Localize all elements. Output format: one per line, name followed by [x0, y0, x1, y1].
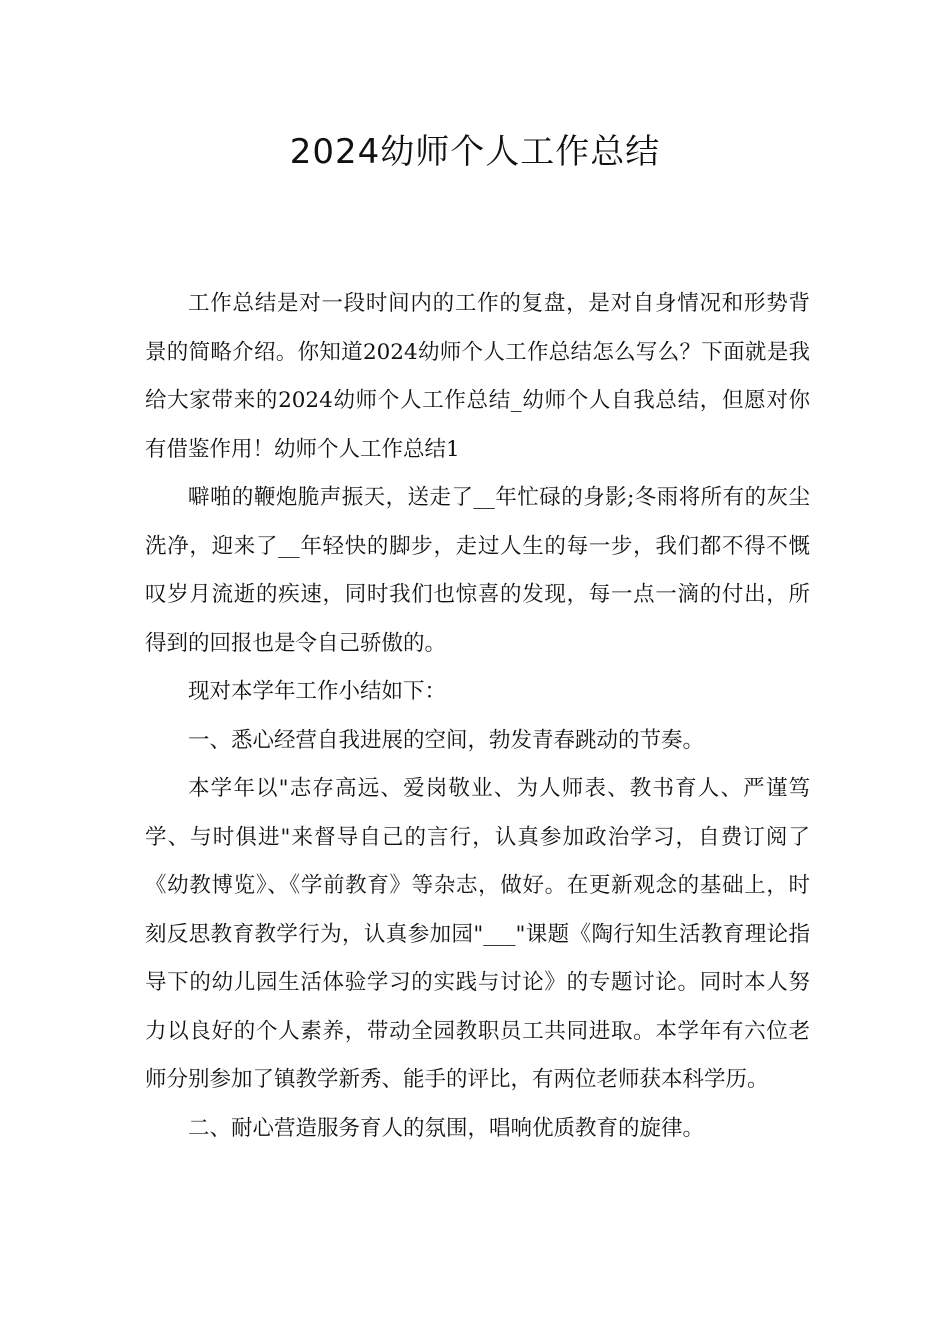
body-paragraph: 本学年以"志存高远、爱岗敬业、为人师表、教书育人、严谨笃学、与时俱进"来督导自己的言行，认真参加政治学习，自费订阅了《幼教博览》、《学前教育》等杂志，做好。在更新观念的基础上，时刻反思教育教学行为，认真参加园"___"课题《陶行知生活教育理论指导下的幼儿园生活体验学习的实践与讨论》的专题讨论。同时本人努力以良好的个人素养，带动全园教职员工共同进取。本学年有六位老师分别参加了镇教学新秀、能手的评比，有两位老师获本科学历。	[145, 776, 810, 1092]
body-paragraph: 噼啪的鞭炮脆声振天，送走了__年忙碌的身影;冬雨将所有的灰尘洗净，迎来了__年轻快的脚步，走过人生的每一步，我们都不得不慨叹岁月流逝的疾速，同时我们也惊喜的发现，每一点一滴的付出，所得到的回报也是令自己骄傲的。	[145, 485, 810, 656]
document-title: 2024幼师个人工作总结	[289, 132, 661, 172]
section-heading: 一、悉心经营自我进展的空间，勃发青春跳动的节奏。	[188, 727, 705, 753]
intro-paragraph: 工作总结是对一段时间内的工作的复盘，是对自身情况和形势背景的简略介绍。你知道2024幼师个人工作总结怎么写么？下面就是我给大家带来的2024幼师个人工作总结_幼师个人自我总结，但愿对你有借鉴作用！幼师个人工作总结1	[145, 291, 810, 462]
summary-intro-paragraph: 现对本学年工作小结如下：	[188, 679, 447, 704]
document-body	[145, 280, 810, 1153]
section-heading: 二、耐心营造服务育人的氛围，唱响优质教育的旋律。	[188, 1115, 705, 1141]
